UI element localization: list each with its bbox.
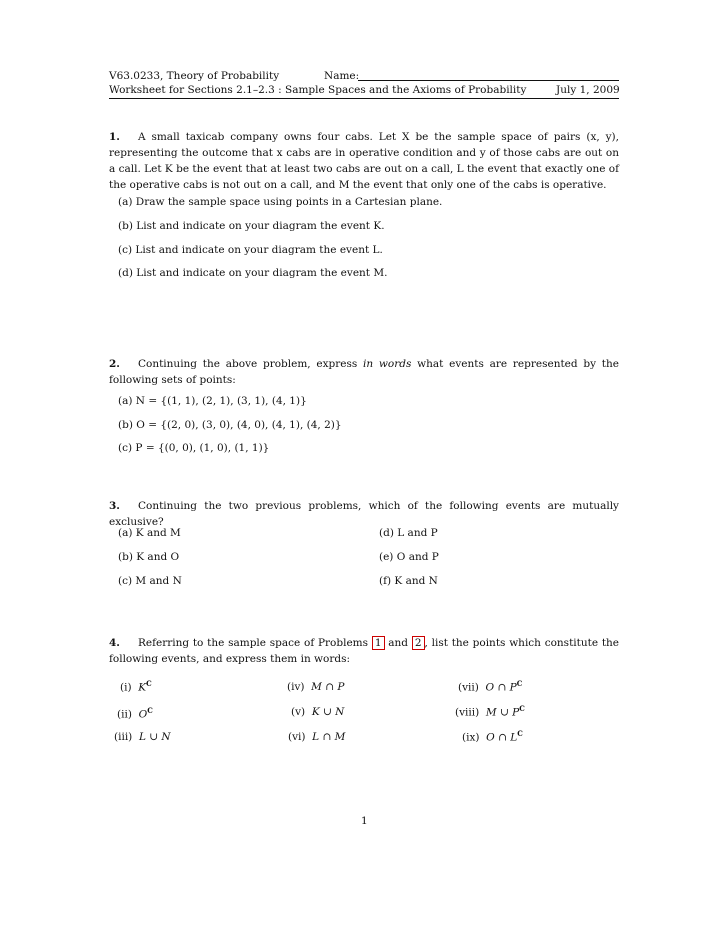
q2-part-c: (c) P = {(0, 0), (1, 0), (1, 1)}: [118, 442, 270, 454]
question-number: 3.: [109, 500, 120, 512]
part-label: (viii): [455, 706, 480, 719]
problem-1-link[interactable]: 1: [372, 636, 385, 650]
part-label: (vii): [458, 681, 479, 694]
question-text: Referring to the sample space of Problems: [137, 637, 369, 649]
q4-part-ix: [462, 729, 523, 744]
part-expression: L ∩ M: [312, 731, 346, 743]
complement-mark: C: [516, 679, 523, 688]
question-text-rest: , list the points which constitute the following events, and express them in words:: [109, 637, 620, 665]
q3-part-d: (d) L and P: [379, 527, 438, 539]
part-expression: M ∪ P: [485, 706, 520, 719]
part-expression: K: [138, 681, 147, 694]
name-label: Name:: [324, 70, 360, 82]
header-bottom-rule: [109, 98, 619, 99]
part-label: (ix): [462, 731, 480, 744]
emphasis-text: in words: [363, 358, 412, 370]
name-line: [358, 80, 619, 81]
part-expression: O ∩ L: [486, 731, 518, 744]
part-label: (ii): [117, 708, 132, 721]
question-text-rest: what events are represented by the following sets of points:: [109, 358, 620, 386]
q2-part-a: (a) N = {(1, 1), (2, 1), (3, 1), (4, 1)}: [118, 395, 307, 407]
part-expression: O ∩ P: [485, 681, 517, 694]
question-text: A small taxicab company owns four cabs. Let X be the sample space of pairs (x, y), representing the outcome that x cabs are in operative condition and y of those cabs are out on a call. Let K be the event that at least two cabs are out on a call, L the event that exactly one of the operative cabs is not out on a call, and M the event that only one of the cabs is operative.: [109, 131, 619, 191]
part-label: (v): [291, 706, 306, 718]
problem-2-link[interactable]: 2: [412, 636, 425, 650]
q4-part-iii: [114, 731, 171, 743]
part-label: (vi): [288, 731, 306, 743]
part-expression: O: [138, 708, 148, 721]
part-expression: L ∪ N: [138, 731, 171, 743]
complement-mark: C: [147, 706, 153, 715]
q1-part-c: (c) List and indicate on your diagram the event L.: [118, 244, 383, 256]
q2-part-b: (b) O = {(2, 0), (3, 0), (4, 0), (4, 1), (4, 2)}: [118, 419, 342, 431]
part-label: (iv): [287, 681, 305, 693]
part-label: (iii): [114, 731, 133, 743]
and-word: and: [388, 637, 409, 649]
q4-part-vi: [288, 731, 345, 743]
worksheet-title: Worksheet for Sections 2.1–2.3 : Sample Spaces and the Axioms of Probability: [109, 84, 527, 96]
q3-part-f: (f) K and N: [379, 575, 438, 587]
question-4: [109, 635, 619, 667]
q3-part-a: (a) K and M: [118, 527, 181, 539]
question-number: 4.: [109, 637, 120, 649]
q4-part-iv: [287, 681, 344, 693]
question-1: [109, 129, 619, 193]
q4-part-viii: [455, 704, 525, 719]
q1-part-a: (a) Draw the sample space using points in a Cartesian plane.: [118, 196, 443, 208]
part-expression: K ∪ N: [311, 706, 345, 718]
page-number: 1: [361, 815, 368, 827]
q4-part-ii: [117, 706, 153, 721]
q3-part-b: (b) K and O: [118, 551, 180, 563]
question-text: Continuing the above problem, express: [137, 358, 358, 370]
q4-part-i: [120, 679, 152, 694]
q1-part-d: (d) List and indicate on your diagram the event M.: [118, 267, 388, 279]
q4-part-v: [291, 706, 344, 718]
question-2: [109, 356, 619, 388]
question-number: 2.: [109, 358, 120, 370]
q3-part-e: (e) O and P: [379, 551, 439, 563]
q4-part-vii: [458, 679, 522, 694]
complement-mark: C: [519, 704, 525, 713]
complement-mark: C: [517, 729, 523, 738]
part-expression: M ∩ P: [311, 681, 345, 693]
part-label: (i): [120, 681, 132, 694]
question-text: Continuing the two previous problems, which of the following events are mutually exclusive?: [109, 500, 619, 528]
worksheet-date: July 1, 2009: [556, 84, 620, 96]
course-title: V63.0233, Theory of Probability: [109, 70, 280, 82]
q1-part-b: (b) List and indicate on your diagram the event K.: [118, 220, 385, 232]
question-number: 1.: [109, 131, 120, 143]
complement-mark: C: [146, 679, 152, 688]
question-3: [109, 498, 619, 530]
q3-part-c: (c) M and N: [118, 575, 182, 587]
